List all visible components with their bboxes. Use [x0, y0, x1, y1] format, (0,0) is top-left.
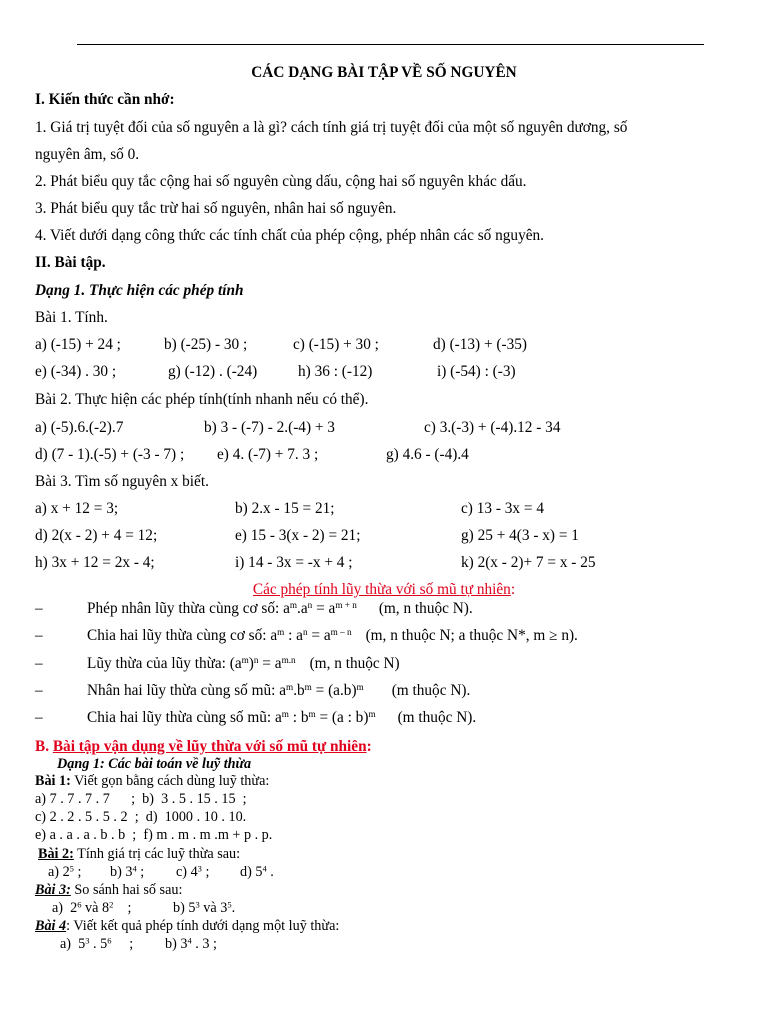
- exercise-item: c) (-15) + 30 ;: [293, 336, 379, 353]
- section-b-heading: [35, 738, 372, 756]
- section-b-colon: :: [366, 738, 372, 755]
- exercise-item: i) (-54) : (-3): [437, 363, 516, 380]
- header-rule: [77, 44, 704, 45]
- b-bai-1-line-2: c) 2 . 2 . 5 . 5 . 2 ; d) 1000 . 10 . 10.: [35, 809, 247, 825]
- exercise-item: b) 3 - (-7) - 2.(-4) + 3: [204, 419, 335, 436]
- exercise-item: e) 15 - 3(x - 2) = 21;: [235, 527, 361, 544]
- power-rules-heading: [0, 581, 768, 599]
- bai-2-label: Bài 2. Thực hiện các phép tính(tính nhanh nếu có thể).: [35, 391, 369, 408]
- dash-bullet: –: [35, 627, 43, 644]
- page-title: CÁC DẠNG BÀI TẬP VỀ SỐ NGUYÊN: [251, 64, 517, 81]
- power-rules-heading-colon: :: [510, 581, 516, 598]
- knowledge-item-1: 1. Giá trị tuyệt đối của số nguyên a là gì? cách tính giá trị tuyệt đối của một số nguyên dương, số: [35, 119, 628, 136]
- dash-bullet: –: [35, 709, 43, 726]
- exercise-item: a) $2^6$ và $8^2$ ;: [52, 899, 132, 916]
- knowledge-item-1-cont: nguyên âm, số 0.: [35, 146, 140, 163]
- exercise-item: d) (-13) + (-35): [433, 336, 527, 353]
- exercise-item: b) $3^4$ . 3 ;: [165, 935, 217, 952]
- exercise-item: a) (-15) + 24 ;: [35, 336, 121, 353]
- exercise-item: k) 2(x - 2)+ 7 = x - 25: [461, 554, 596, 571]
- exercise-item: b) $5^3$ và $3^5$.: [173, 899, 236, 916]
- exercise-item: c) 3.(-3) + (-4).12 - 34: [424, 419, 561, 436]
- section-b-prefix: B.: [35, 738, 53, 755]
- b-bai-1: [35, 773, 269, 790]
- b-bai-2-label: Bài 2:: [38, 846, 74, 862]
- exercise-item: d) (7 - 1).(-5) + (-3 - 7) ;: [35, 446, 185, 463]
- exercise-item: g) 25 + 4(3 - x) = 1: [461, 527, 579, 544]
- exercise-item: a) $5^3$ . $5^6$ ;: [60, 935, 134, 952]
- dang-1-power-heading: Dạng 1: Các bài toán về luỹ thừa: [57, 756, 252, 772]
- b-bai-1-label: Bài 1:: [35, 773, 71, 789]
- b-bai-3-text: So sánh hai số sau:: [70, 882, 183, 898]
- b-bai-3: [35, 882, 182, 899]
- exercise-item: b) 2.x - 15 = 21;: [235, 500, 335, 517]
- dang-1-heading: Dạng 1. Thực hiện các phép tính: [35, 282, 244, 299]
- exercise-item: a) x + 12 = 3;: [35, 500, 119, 517]
- knowledge-item-4: 4. Viết dưới dạng công thức các tính chất của phép cộng, phép nhân các số nguyên.: [35, 227, 544, 244]
- section-b-title: Bài tập vận dụng về lũy thừa với số mũ tự nhiên: [52, 738, 367, 755]
- exercise-item: h) 3x + 12 = 2x - 4;: [35, 554, 155, 571]
- section-2-heading: II. Bài tập.: [35, 254, 106, 271]
- b-bai-1-line-3: e) a . a . a . b . b ; f) m . m . m .m + p . p.: [35, 827, 273, 843]
- rule-text: Phép nhân lũy thừa cùng cơ số: $a^m.a^n = a^{m + n}$ (m, n thuộc N).: [87, 599, 473, 617]
- exercise-item: g) 4.6 - (-4).4: [386, 446, 469, 463]
- bai-3-label: Bài 3. Tìm số nguyên x biết.: [35, 473, 209, 490]
- exercise-item: c) 13 - 3x = 4: [461, 500, 544, 517]
- rule-text: Chia hai lũy thừa cùng cơ số: $a^m$ : $a^n = a^{m - n}$ (m, n thuộc N; a thuộc N*, m ≥ n).: [87, 626, 578, 644]
- b-bai-4-label: Bài 4: [35, 918, 67, 934]
- exercise-item: g) (-12) . (-24): [168, 363, 258, 380]
- b-bai-2-text: Tính giá trị các luỹ thừa sau:: [73, 846, 241, 862]
- dash-bullet: –: [35, 655, 43, 672]
- exercise-item: e) (-34) . 30 ;: [35, 363, 117, 380]
- dash-bullet: –: [35, 682, 43, 699]
- b-bai-1-text: Viết gọn bằng cách dùng luỹ thừa:: [70, 773, 270, 789]
- b-bai-4: [35, 918, 339, 935]
- exercise-item: e) 4. (-7) + 7. 3 ;: [217, 446, 319, 463]
- knowledge-item-3: 3. Phát biểu quy tắc trừ hai số nguyên, nhân hai số nguyên.: [35, 200, 397, 217]
- exercise-item: a) (-5).6.(-2).7: [35, 419, 124, 436]
- rule-text: Chia hai lũy thừa cùng số mũ: $a^m$ : $b^m = (a$ : b)$^m$ (m thuộc N).: [87, 708, 477, 726]
- power-rules-heading-text: Các phép tính lũy thừa với số mũ tự nhiên: [252, 581, 511, 598]
- b-bai-2: [38, 846, 240, 863]
- exercise-item: b) (-25) - 30 ;: [164, 336, 248, 353]
- b-bai-1-line-1: a) 7 . 7 . 7 . 7 ; b) 3 . 5 . 15 . 15 ;: [35, 791, 247, 807]
- exercise-item: d) 2(x - 2) + 4 = 12;: [35, 527, 158, 544]
- rule-text: Nhân hai lũy thừa cùng số mũ: $a^m.b^m = (a.b)^m$ (m thuộc N).: [87, 681, 471, 699]
- section-1-heading: I. Kiến thức cần nhớ:: [35, 91, 175, 108]
- exercise-item: a) $2^5$ ;: [48, 863, 82, 880]
- exercise-item: h) 36 : (-12): [298, 363, 373, 380]
- exercise-item: d) $5^4$ .: [240, 863, 274, 880]
- b-bai-3-label: Bài 3:: [35, 882, 71, 898]
- dash-bullet: –: [35, 600, 43, 617]
- b-bai-4-text: : Viết kết quả phép tính dưới dạng một luỹ thừa:: [66, 918, 340, 934]
- exercise-item: b) $3^4$ ;: [110, 863, 145, 880]
- knowledge-item-2: 2. Phát biểu quy tắc cộng hai số nguyên cùng dấu, cộng hai số nguyên khác dấu.: [35, 173, 527, 190]
- exercise-item: i) 14 - 3x = -x + 4 ;: [235, 554, 353, 571]
- exercise-item: c) $4^3$ ;: [176, 863, 210, 880]
- rule-text: Lũy thừa của lũy thừa: $(a^m)^n = a^{m.n}$ (m, n thuộc N): [87, 654, 400, 672]
- bai-1-label: Bài 1. Tính.: [35, 309, 108, 326]
